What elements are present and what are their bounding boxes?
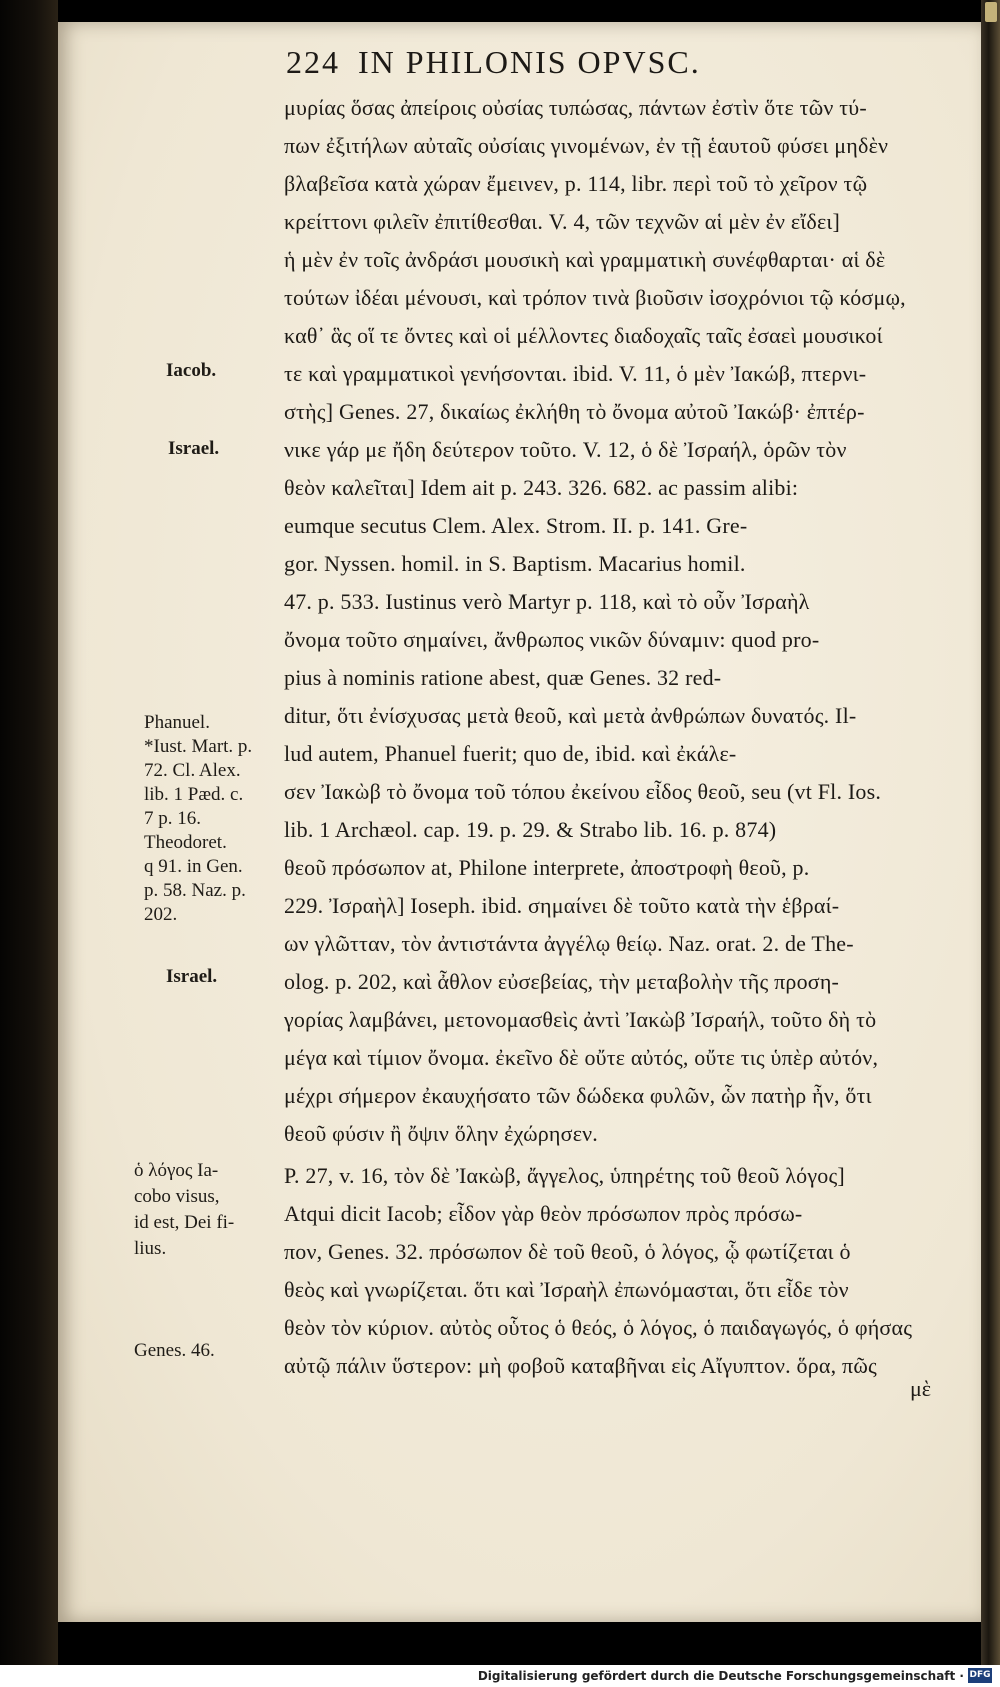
text-line: eumque secutus Clem. Alex. Strom. II. p. 141. Gre- bbox=[284, 513, 748, 538]
margin-note: *Iust. Mart. p. bbox=[144, 736, 253, 757]
page-number: 224 bbox=[286, 44, 340, 80]
text-line: αὐτῷ πάλιν ὕστερον: μὴ φοβοῦ καταβῆναι εἰς Αἴγυπτον. ὅρα, πῶς bbox=[284, 1353, 877, 1378]
text-line: lib. 1 Archæol. cap. 19. p. 29. & Strabo lib. 16. p. 874) bbox=[284, 817, 777, 842]
text-line: ων γλῶτταν, τὸν ἀντιστάντα ἀγγέλῳ θείῳ. Naz. orat. 2. de The- bbox=[284, 931, 854, 956]
margin-note: Iacob. bbox=[166, 360, 217, 381]
margin-note: Theodoret. bbox=[144, 832, 227, 853]
text-line: θεὸν τὸν κύριον. αὐτὸς οὗτος ὁ θεός, ὁ λόγος, ὁ παιδαγωγός, ὁ φήσας bbox=[284, 1315, 913, 1340]
margin-note: Israel. bbox=[166, 966, 218, 987]
text-line: γορίας λαμβάνει, μετονομασθεὶς ἀντὶ Ἰακὼβ Ἰσραήλ, τοῦτο δὴ τὸ bbox=[284, 1007, 877, 1032]
footer-bar bbox=[0, 1665, 1000, 1687]
text-line: σεν Ἰακὼβ τὸ ὄνομα τοῦ τόπου ἐκείνου εἶδος θεοῦ, seu (vt Fl. Ios. bbox=[284, 779, 882, 804]
text-line: καθ᾽ ἃς οἵ τε ὄντες καὶ οἱ μέλλοντες διαδοχαῖς ταῖς ἐσαεὶ μουσικοί bbox=[284, 323, 883, 348]
margin-note: cobo visus, bbox=[134, 1186, 220, 1207]
text-line: κρείττονι φιλεῖν ἐπιτίθεσθαι. V. 4, τῶν τεχνῶν αἱ μὲν ἐν εἴδει] bbox=[284, 209, 841, 234]
margin-note: p. 58. Naz. p. bbox=[144, 880, 246, 901]
text-line: μυρίας ὅσας ἀπείροις οὐσίας τυπώσας, πάντων ἐστὶν ὅτε τῶν τύ- bbox=[284, 95, 867, 120]
margin-note: ὁ λόγος Ia- bbox=[134, 1160, 219, 1181]
text-line: ὄνομα τοῦτο σημαίνει, ἄνθρωπος νικῶν δύναμιν: quod pro- bbox=[284, 627, 820, 652]
margin-note: lius. bbox=[134, 1238, 167, 1259]
text-line: 47. p. 533. Iustinus verò Martyr p. 118, καὶ τὸ οὖν Ἰσραὴλ bbox=[284, 589, 810, 614]
catchword: μὲ bbox=[910, 1376, 932, 1401]
book-spine bbox=[0, 0, 58, 1665]
page-edge bbox=[981, 0, 1000, 1665]
text-line: Atqui dicit Iacob; εἶδον γὰρ θεὸν πρόσωπον πρὸς πρόσω- bbox=[284, 1201, 803, 1226]
edge-mark bbox=[985, 2, 997, 22]
dfg-logo: DFG bbox=[968, 1668, 992, 1683]
text-line: olog. p. 202, καὶ ἆθλον εὐσεβείας, τὴν μεταβολὴν τῆς προση- bbox=[284, 969, 840, 994]
running-header bbox=[286, 44, 701, 81]
text-line: μέχρι σήμερον ἐκαυχήσατο τῶν δώδεκα φυλῶν, ὧν πατὴρ ἦν, ὅτι bbox=[284, 1083, 872, 1108]
margin-note: 72. Cl. Alex. bbox=[144, 760, 241, 781]
margin-note: 202. bbox=[144, 904, 178, 925]
text-line: τούτων ἰδέαι μένουσι, καὶ τρόπον τινὰ βιοῦσιν ἰσοχρόνιοι τῷ κόσμῳ, bbox=[284, 285, 906, 310]
text-line: τε καὶ γραμματικοὶ γενήσονται. ibid. V. 11, ὁ μὲν Ἰακώβ, πτερνι- bbox=[284, 361, 867, 386]
text-line: βλαβεῖσα κατὰ χώραν ἔμεινεν, p. 114, libr. περὶ τοῦ τὸ χεῖρον τῷ bbox=[284, 171, 868, 196]
text-line: πων ἐξιτήλων αὐταῖς οὐσίαις γινομένων, ἐν τῇ ἑαυτοῦ φύσει μηδὲν bbox=[284, 133, 889, 158]
margin-note: Phanuel. bbox=[144, 712, 210, 733]
margin-note: id est, Dei fi- bbox=[134, 1212, 235, 1233]
text-line: P. 27, v. 16, τὸν δὲ Ἰακὼβ, ἄγγελος, ὑπηρέτης τοῦ θεοῦ λόγος] bbox=[284, 1163, 845, 1188]
text-line: pius à nominis ratione abest, quæ Genes. 32 red- bbox=[284, 665, 722, 690]
margin-note: Genes. 46. bbox=[134, 1340, 215, 1361]
margin-note: q 91. in Gen. bbox=[144, 856, 243, 877]
digitization-credit: Digitalisierung gefördert durch die Deutsche Forschungsgemeinschaft · bbox=[477, 1669, 964, 1683]
text-line: lud autem, Phanuel fuerit; quo de, ibid. καὶ ἐκάλε- bbox=[284, 741, 737, 766]
margin-note: lib. 1 Pæd. c. bbox=[144, 784, 244, 805]
text-line: στὴς] Genes. 27, δικαίως ἐκλήθη τὸ ὄνομα αὐτοῦ Ἰακώβ· ἐπτέρ- bbox=[284, 399, 865, 424]
text-line: θεὸν καλεῖται] Idem ait p. 243. 326. 682. ac passim alibi: bbox=[284, 475, 799, 500]
text-line: gor. Nyssen. homil. in S. Baptism. Macarius homil. bbox=[284, 551, 746, 576]
text-line: θεοῦ πρόσωπον at, Philone interprete, ἀποστροφὴ θεοῦ, p. bbox=[284, 855, 810, 880]
margin-note: Israel. bbox=[168, 438, 220, 459]
text-line: θεοῦ φύσιν ἢ ὄψιν ὅλην ἐχώρησεν. bbox=[284, 1121, 598, 1146]
running-title: IN PHILONIS OPVSC. bbox=[358, 44, 701, 80]
text-line: νικε γάρ με ἤδη δεύτερον τοῦτο. V. 12, ὁ δὲ Ἰσραήλ, ὁρῶν τὸν bbox=[284, 437, 847, 462]
text-line: πον, Genes. 32. πρόσωπον δὲ τοῦ θεοῦ, ὁ λόγος, ᾧ φωτίζεται ὁ bbox=[284, 1239, 851, 1264]
text-line: ἡ μὲν ἐν τοῖς ἀνδράσι μουσικὴ καὶ γραμματικὴ συνέφθαρται· αἱ δὲ bbox=[284, 247, 886, 272]
text-line: 229. Ἰσραὴλ] Ioseph. ibid. σημαίνει δὲ τοῦτο κατὰ τὴν ἑβραί- bbox=[284, 893, 840, 918]
text-line: θεὸς καὶ γνωρίζεται. ὅτι καὶ Ἰσραὴλ ἐπωνόμασται, ὅτι εἶδε τὸν bbox=[284, 1277, 849, 1302]
text-line: μέγα καὶ τίμιον ὄνομα. ἐκεῖνο δὲ οὔτε αὐτός, οὔτε τις ὑπὲρ αὐτόν, bbox=[284, 1045, 879, 1070]
text-line: ditur, ὅτι ἐνίσχυσας μετὰ θεοῦ, καὶ μετὰ ἀνθρώπων δυνατός. Il- bbox=[284, 703, 857, 728]
margin-note: 7 p. 16. bbox=[144, 808, 201, 829]
